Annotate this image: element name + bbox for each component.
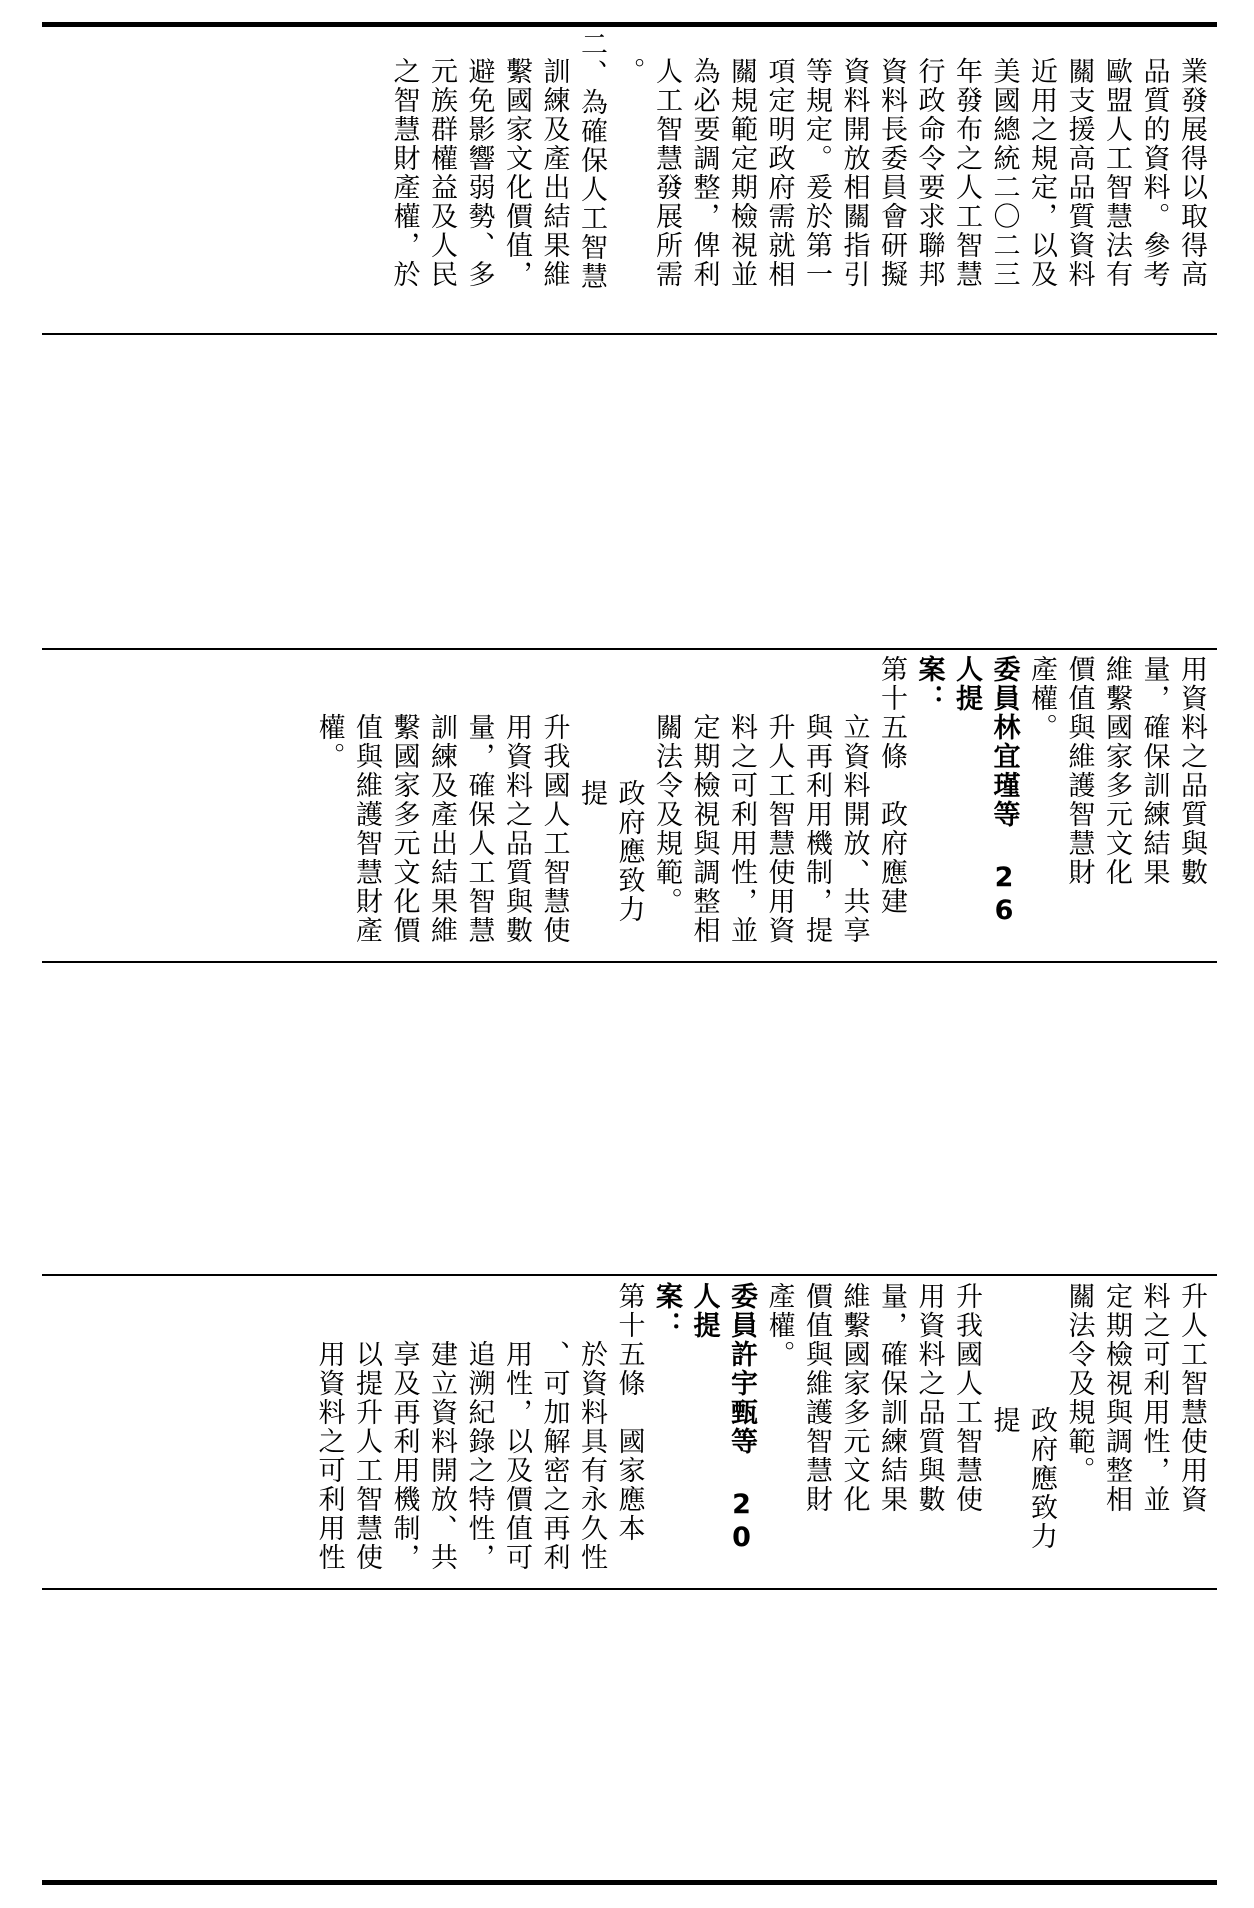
- text-line: 產權。: [763, 1282, 795, 1369]
- text-line: 歐盟人工智慧法有: [1101, 57, 1132, 289]
- text-line: 之智慧財產權，於: [388, 57, 420, 289]
- text-line: 用性，以及價值可: [501, 1340, 532, 1572]
- text-line: 升我國人工智慧使: [951, 1282, 982, 1514]
- text-line: 關規範定期檢視並: [726, 57, 757, 289]
- text-line: 避免影響弱勢、多: [463, 57, 495, 289]
- text-line: 年發布之人工智慧: [951, 57, 982, 289]
- text-line: 維繫國家多元文化: [838, 1282, 870, 1514]
- vertical-text-column: [50, 655, 1210, 950]
- text-line: 第十五條 政府應建: [876, 655, 907, 916]
- text-line: 為必要調整，俾利: [688, 57, 720, 289]
- text-line: 業發展得以取得高: [1176, 57, 1207, 289]
- text-band-1: [42, 30, 1217, 325]
- text-line: 資料開放相關指引: [838, 57, 870, 289]
- text-line: 享及再利用機制，: [388, 1340, 420, 1572]
- text-line: 繫國家多元文化價: [388, 713, 420, 945]
- text-line: 產權。: [1026, 655, 1057, 742]
- text-line: 以提升人工智慧使: [351, 1340, 382, 1572]
- text-line: 品質的資料。參考: [1138, 57, 1170, 289]
- divider-rule: [42, 648, 1217, 650]
- text-line: 近用之規定，以及: [1026, 57, 1057, 289]
- vertical-text-column: [50, 30, 1210, 325]
- text-line: 定期檢視與調整相: [1101, 1282, 1132, 1514]
- text-line: 行政命令要求聯邦: [913, 57, 945, 289]
- text-band-2: [42, 655, 1217, 950]
- text-line: 用資料之品質與數: [1176, 655, 1207, 887]
- text-line: 升我國人工智慧使: [538, 713, 570, 945]
- text-line: 訓練及產出結果維: [538, 57, 570, 289]
- text-line: 資料長委員會研擬: [876, 57, 907, 289]
- text-line: 繫國家文化價值，: [501, 57, 532, 289]
- text-line: 於資料具有永久性: [576, 1340, 607, 1572]
- text-line: 權。: [313, 713, 345, 771]
- text-line: 價值與維護智慧財: [801, 1282, 832, 1514]
- text-line: 量，確保訓練結果: [1138, 655, 1170, 887]
- text-band-3: [42, 1282, 1217, 1577]
- text-line: 美國總統二〇二三: [988, 57, 1020, 289]
- bottom-border-rule: [42, 1880, 1217, 1885]
- text-line: 二、為確保人工智慧: [576, 30, 607, 291]
- text-line: 。: [613, 57, 645, 86]
- text-line: 量，確保人工智慧: [463, 713, 495, 945]
- text-line: 價值與維護智慧財: [1063, 655, 1095, 887]
- text-line: 料之可利用性，並: [726, 713, 757, 945]
- text-line: 建立資料開放、共: [426, 1340, 457, 1572]
- text-line: 等規定。爰於第一: [801, 57, 832, 289]
- top-border-rule: [42, 22, 1217, 27]
- text-line: 關支援高品質資料: [1063, 57, 1095, 289]
- text-line: 定期檢視與調整相: [688, 713, 720, 945]
- text-line: 值與維護智慧財產: [351, 713, 382, 945]
- text-line: 人工智慧發展所需: [651, 57, 682, 289]
- text-line: 料之可利用性，並: [1138, 1282, 1170, 1514]
- text-line: 追溯紀錄之特性，: [463, 1340, 495, 1572]
- text-line: 立資料開放、共享: [838, 713, 870, 945]
- text-line: 用資料之可利用性: [313, 1340, 345, 1572]
- text-line: 用資料之品質與數: [501, 713, 532, 945]
- text-line: 升人工智慧使用資: [763, 713, 795, 945]
- proposal-heading: 案：: [651, 1282, 682, 1340]
- text-line: 用資料之品質與數: [913, 1282, 945, 1514]
- proposal-heading: 案：: [913, 655, 945, 713]
- divider-rule: [42, 1274, 1217, 1276]
- divider-rule: [42, 1588, 1217, 1590]
- text-line: 、可加解密之再利: [538, 1340, 570, 1572]
- proposal-heading: 委員許宇甄等 20 人提: [688, 1282, 757, 1555]
- text-line: 項定明政府需就相: [763, 57, 795, 289]
- vertical-text-column: [50, 1282, 1210, 1577]
- divider-rule: [42, 961, 1217, 963]
- proposal-heading: 委員林宜瑾等 26 人提: [951, 655, 1020, 928]
- text-line: 第十五條 國家應本: [613, 1282, 645, 1543]
- text-line: 關法令及規範。: [1063, 1282, 1095, 1485]
- text-line: 關法令及規範。: [651, 713, 682, 916]
- text-line: 政府應致力提: [988, 1406, 1057, 1551]
- text-line: 維繫國家多元文化: [1101, 655, 1132, 887]
- text-line: 元族群權益及人民: [426, 57, 457, 289]
- text-line: 訓練及產出結果維: [426, 713, 457, 945]
- divider-rule: [42, 333, 1217, 335]
- text-line: 與再利用機制，提: [801, 713, 832, 945]
- text-line: 政府應致力提: [576, 779, 645, 924]
- text-line: 量，確保訓練結果: [876, 1282, 907, 1514]
- text-line: 升人工智慧使用資: [1176, 1282, 1207, 1514]
